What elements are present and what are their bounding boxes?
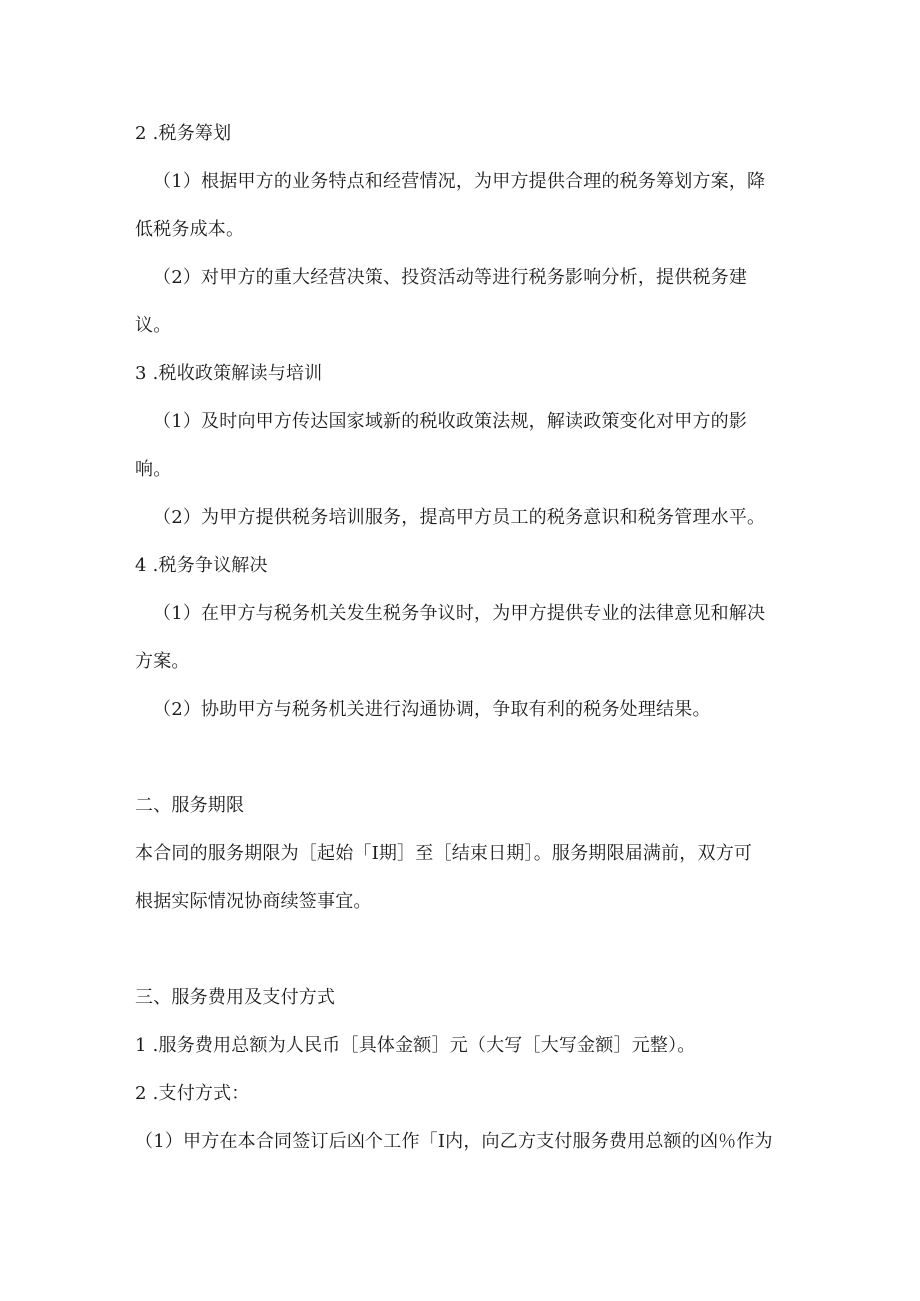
paragraph-line: （1）根据甲方的业务特点和经营情况，为甲方提供合理的税务筹划方案，降 — [153, 171, 766, 192]
paragraph-line: （2）对甲方的重大经营决策、投资活动等进行税务影响分析，提供税务建 — [153, 267, 748, 288]
paragraph-line: 本合同的服务期限为［起始「I期］至［结束日期］。服务期限届满前，双方可 — [135, 843, 753, 864]
section-heading-payment-method: 2 .支付方式： — [135, 1083, 250, 1104]
paragraph-line: （2）协助甲方与税务机关进行沟通协调，争取有利的税务处理结果。 — [153, 699, 711, 720]
paragraph-line: 1 .服务费用总额为人民币［具体金额］元（大写［大写金额］元整）。 — [135, 1035, 696, 1056]
chapter-heading-fees-payment: 三、服务费用及支付方式 — [135, 987, 336, 1008]
chapter-heading-service-term: 二、服务期限 — [135, 795, 245, 816]
paragraph-line: （1）甲方在本合同签订后凶个工作「I内，向乙方支付服务费用总额的凶％作为 — [135, 1131, 773, 1152]
paragraph-line: 低税务成本。 — [135, 219, 245, 240]
paragraph-line: （1）及时向甲方传达国家域新的税收政策法规，解读政策变化对甲方的影 — [153, 411, 748, 432]
paragraph-line: 议。 — [135, 315, 172, 336]
paragraph-line: （1）在甲方与税务机关发生税务争议时，为甲方提供专业的法律意见和解决 — [153, 603, 766, 624]
section-heading-dispute-resolution: 4 .税务争议解决 — [135, 555, 268, 576]
paragraph-line: 响。 — [135, 459, 172, 480]
paragraph-line: 根据实际情况协商续签事宜。 — [135, 891, 372, 912]
section-heading-policy-training: 3 .税收政策解读与培训 — [135, 363, 323, 384]
paragraph-line: 方案。 — [135, 651, 190, 672]
section-heading-tax-planning: 2 .税务筹划 — [135, 123, 232, 144]
paragraph-line: （2）为甲方提供税务培训服务，提高甲方员工的税务意识和税务管理水平。 — [153, 507, 766, 528]
